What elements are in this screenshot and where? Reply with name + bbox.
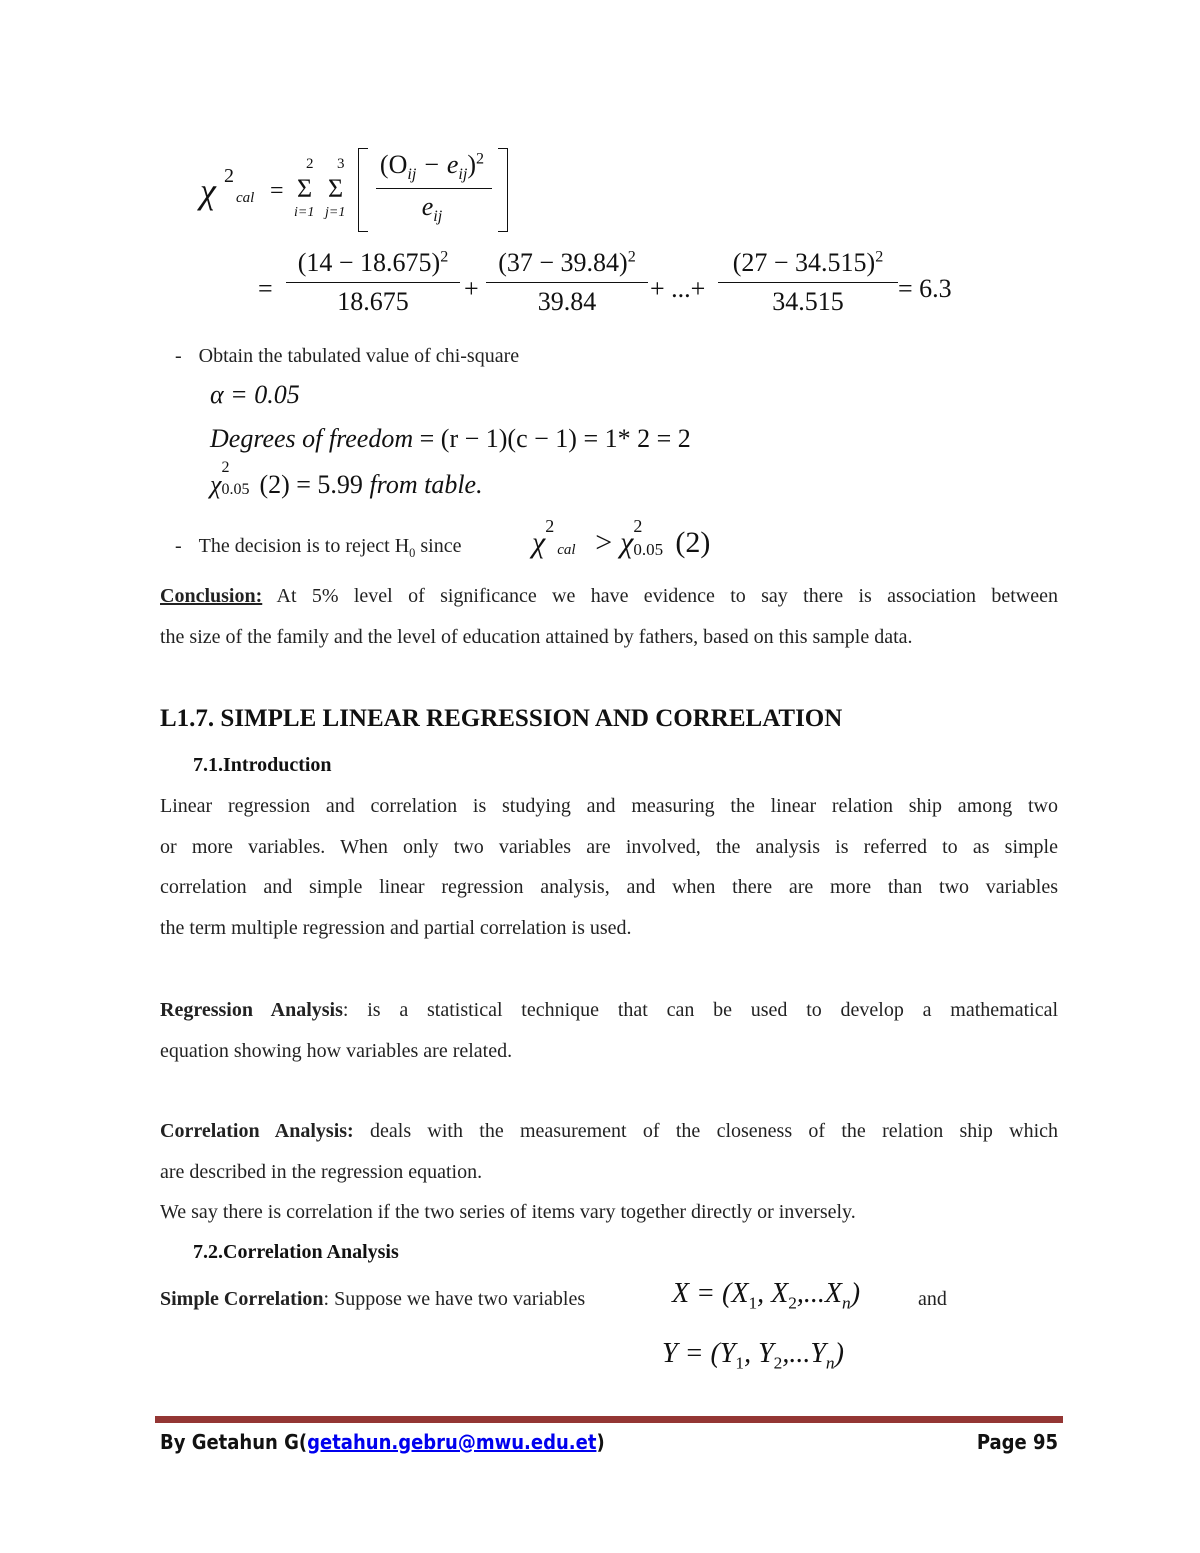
decision-step: - The decision is to reject $H_0$ since bbox=[175, 535, 462, 560]
conclusion-label: Conclusion: bbox=[160, 585, 263, 607]
term-3: $(27 - 34.515)^2$ 34.515 bbox=[718, 250, 898, 315]
fraction-numerator: $(O_{ij} - e_{ij})^2$ bbox=[379, 150, 485, 184]
regression-paragraph: Regression Analysis: is a statistical technique that can be used to develop a mathematical equation showing how variables are related. bbox=[160, 999, 1058, 1062]
and-word: and bbox=[918, 1288, 947, 1310]
equals-sign: = bbox=[270, 178, 284, 204]
simple-correlation-label: Simple Correlation bbox=[160, 1288, 324, 1310]
sum-i-upper: 2 bbox=[306, 156, 314, 172]
expansion-equals: = bbox=[258, 274, 273, 303]
page-number: Page 95 bbox=[976, 1430, 1058, 1454]
term-2: $(37 - 39.84)^2$ 39.84 bbox=[486, 250, 648, 315]
bullet-dash: - bbox=[175, 535, 182, 557]
correlation-paragraph: Correlation Analysis: deals with the measurement of the closeness of the relation ship which are described in the regression equation. bbox=[160, 1120, 1058, 1183]
chi-symbol: χ bbox=[200, 171, 216, 211]
footer-author: By Getahun G(getahun.gebru@mwu.edu.et) bbox=[160, 1430, 605, 1454]
fraction-denominator: $e_{ij}$ bbox=[421, 192, 443, 226]
simple-correlation-line: Simple Correlation: Suppose we have two variables bbox=[160, 1288, 586, 1310]
left-bracket bbox=[358, 148, 368, 232]
correlation-definition: We say there is correlation if the two series of items vary together directly or inversely. bbox=[160, 1201, 856, 1223]
sum-j-lower: j=1 bbox=[325, 205, 346, 220]
cal-subscript: cal bbox=[236, 190, 255, 206]
conclusion-paragraph: Conclusion: At 5% level of significance we have evidence to say there is association between the size of the family and the level of education attained by fathers, based on this sample data. bbox=[160, 585, 1058, 648]
regression-label: Regression Analysis bbox=[160, 999, 343, 1021]
footer-rule bbox=[155, 1416, 1063, 1423]
author-email-link[interactable]: getahun.gebru@mwu.edu.et bbox=[307, 1430, 597, 1454]
alpha-value: α = 0.05 bbox=[210, 380, 300, 409]
plus-1: + bbox=[464, 274, 479, 303]
ellipsis-terms: + ...+ bbox=[650, 274, 706, 303]
tabulated-step-text: Obtain the tabulated value of chi-square bbox=[198, 345, 520, 367]
subsection-correlation-analysis: 7.2.Correlation Analysis bbox=[193, 1241, 399, 1263]
chi-square-exponent: 2 bbox=[224, 165, 234, 187]
right-bracket bbox=[498, 148, 508, 232]
sum-j-upper: 3 bbox=[337, 156, 345, 172]
sum-i-lower: i=1 bbox=[294, 205, 315, 220]
intro-paragraph: Linear regression and correlation is studying and measuring the linear relation ship among two or more variables. When only two variables are involved, the analysis is referred to as simple correlation and simple linear regression analysis, and when there are more than two variables the term multiple regression and partial correlation is used. bbox=[160, 795, 1058, 940]
fraction-bar bbox=[376, 188, 492, 189]
decision-inequality: χ 2 cal > χ 2 0.05 (2) bbox=[532, 516, 711, 559]
y-vector: $Y = (Y_1$, $Y_2,...Y_n$) bbox=[662, 1338, 844, 1373]
term-1: $(14 - 18.675)^2$ 18.675 bbox=[286, 250, 460, 315]
sum-i-sigma: Σ bbox=[297, 174, 313, 203]
sum-j-sigma: Σ bbox=[328, 174, 344, 203]
bullet-dash: - bbox=[175, 345, 182, 367]
chi-result: = 6.3 bbox=[898, 274, 952, 303]
degrees-of-freedom: Degrees of freedom = (r − 1)(c − 1) = 1* 2 = 2 bbox=[210, 424, 691, 453]
correlation-label: Correlation Analysis: bbox=[160, 1120, 354, 1142]
section-heading: L1.7. SIMPLE LINEAR REGRESSION AND CORRELATION bbox=[160, 705, 843, 732]
x-vector: $X = (X_1$, $X_2,...X_n$) bbox=[672, 1278, 861, 1313]
chi-square-formula bbox=[200, 140, 520, 240]
tabulated-step bbox=[175, 345, 519, 368]
subsection-introduction: 7.1.Introduction bbox=[193, 754, 332, 776]
chi-table-value: χ 2 0.05 (2) = 5.99 from table. bbox=[210, 459, 483, 499]
